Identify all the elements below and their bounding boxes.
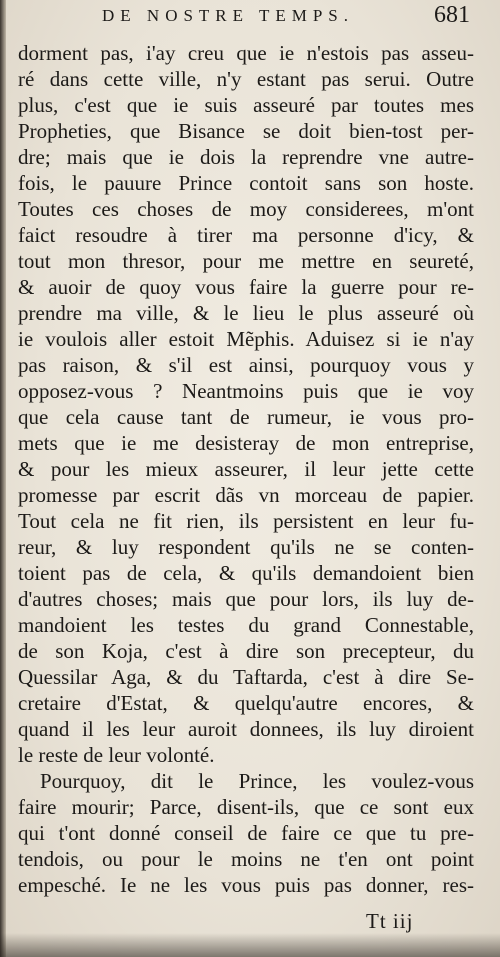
text-line: toient pas de cela, & qu'ils demandoient bien: [18, 561, 474, 585]
paragraph-end-line: le reste de leur volonté.: [18, 743, 215, 767]
text-line: quand il les leur auroit donnees, ils luy diroient: [18, 717, 474, 741]
text-line: faict resoudre à tirer ma personne d'icy, &: [18, 223, 474, 247]
text-line: Propheties, que Bisance se doit bien-tost per-: [18, 119, 474, 143]
text-line: opposez-vous ? Neantmoins puis que ie voy: [18, 379, 474, 403]
text-line: pas raison, & s'il est ainsi, pourquoy vous y: [18, 353, 474, 377]
text-line: Quessilar Aga, & du Taftarda, c'est à dire Se-: [18, 665, 474, 689]
text-line: Tout cela ne fit rien, ils persistent en leur fu-: [18, 509, 474, 533]
text-line: & pour les mieux asseurer, il leur jette cette: [18, 457, 474, 481]
signature-mark: Tt iij: [366, 909, 414, 933]
text-line: dre; mais que ie dois la reprendre vne autre-: [18, 145, 474, 169]
text-line: tendois, ou pour le moins ne t'en ont point: [18, 847, 474, 871]
text-line: Toutes ces choses de moy considerees, m'ont: [18, 197, 474, 221]
text-line: ré dans cette ville, n'y estant pas serui. Outre: [18, 67, 474, 91]
text-line: & auoir de quoy vous faire la guerre pour re-: [18, 275, 474, 299]
page-footer: [0, 906, 500, 936]
text-line: reur, & luy respondent qu'ils ne se conten-: [18, 535, 474, 559]
text-line: empesché. Ie ne les vous puis pas donner, res-: [18, 873, 474, 897]
text-line: plus, c'est que ie suis asseuré par toutes mes: [18, 93, 474, 117]
page-number: 681: [434, 2, 470, 28]
text-line: dorment pas, i'ay creu que ie n'estois pas asseu-: [18, 41, 474, 65]
text-line: fois, le pauure Prince contoit sans son hoste.: [18, 171, 474, 195]
text-line: de son Koja, c'est à dire son precepteur, du: [18, 639, 474, 663]
page-header: [0, 2, 500, 42]
text-line: d'autres choses; mais que pour lors, ils luy de-: [18, 587, 474, 611]
text-line: promesse par escrit dãs vn morceau de papier.: [18, 483, 474, 507]
running-head: DE NOSTRE TEMPS.: [102, 6, 355, 25]
text-line: faire mourir; Parce, disent-ils, que ce sont eux: [18, 795, 474, 819]
text-line: prendre ma ville, & le lieu le plus asseuré où: [18, 301, 474, 325]
text-line: mets que ie me desisteray de mon entreprise,: [18, 431, 474, 455]
text-line: que cela cause tant de rumeur, ie vous pro-: [18, 405, 474, 429]
text-line: cretaire d'Estat, & quelqu'autre encores, &: [18, 691, 474, 715]
page-edge-shadow: [0, 933, 500, 957]
paragraph-start-line: Pourquoy, dit le Prince, les voulez-vous: [40, 769, 474, 793]
text-line: qui t'ont donné conseil de faire ce que tu pre-: [18, 821, 474, 845]
book-gutter: [0, 0, 6, 957]
text-line: tout mon thresor, pour me mettre en seureté,: [18, 249, 474, 273]
text-line: ie voulois aller estoit Mẽphis. Aduisez si ie n'ay: [18, 327, 474, 351]
text-line: mandoient les testes du grand Connestable,: [18, 613, 474, 637]
